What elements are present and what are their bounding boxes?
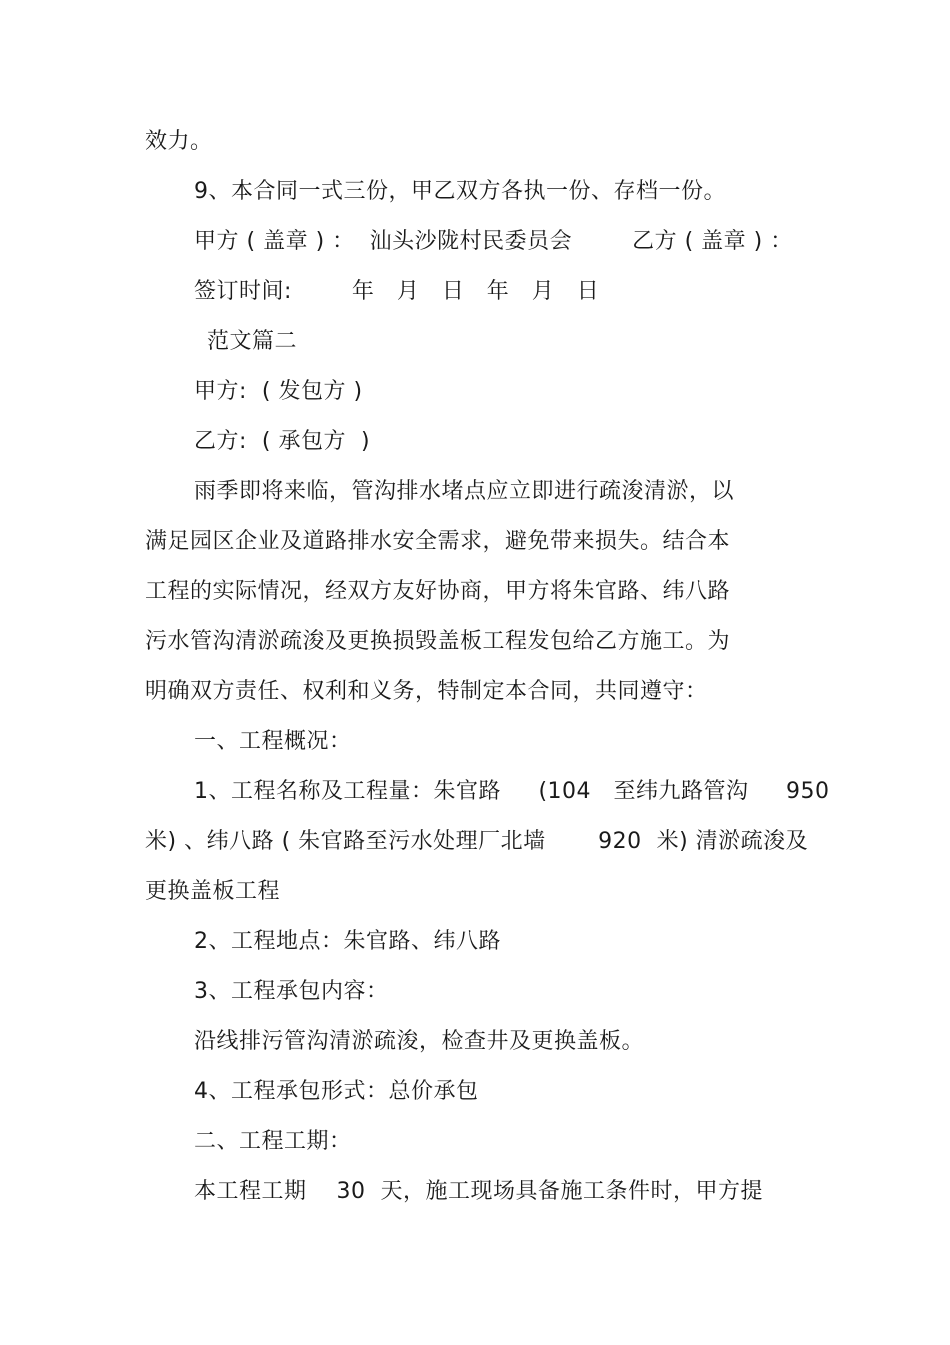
section-one-heading: 一、工程概况： [194,729,352,754]
item-3-content: 沿线排污管沟清淤疏浚，检查井及更换盖板。 [194,1029,645,1054]
item-1-line-3: 更换盖板工程 [145,879,281,904]
section-two-heading: 二、工程工期： [194,1129,352,1154]
item-2: 2、工程地点：朱官路、纬八路 [194,929,501,954]
intro-paragraph-line-1: 雨季即将来临，管沟排水堵点应立即进行疏浚清淤，以 [194,479,735,504]
party-signatures: 甲方 ( 盖章 ) ： 汕头沙陇村民委员会 乙方 ( 盖章 ) ： [194,229,793,254]
section-heading-sample-two: 范文篇二 [207,329,298,354]
clause-9: 9、本合同一式三份，甲乙双方各执一份、存档一份。 [194,179,726,204]
intro-paragraph-line-5: 明确双方责任、权利和义务，特制定本合同，共同遵守： [145,679,708,704]
party-b-line: 乙方: ( 承包方 ) [194,429,371,454]
party-a-line: 甲方: ( 发包方 ) [194,379,363,404]
intro-paragraph-line-4: 污水管沟清淤疏浚及更换损毁盖板工程发包给乙方施工。为 [145,629,731,654]
section-two-line-1: 本工程工期 30 天，施工现场具备施工条件时，甲方提 [194,1179,763,1204]
intro-paragraph-line-3: 工程的实际情况，经双方友好协商，甲方将朱官路、纬八路 [145,579,731,604]
item-1-line-1: 1、工程名称及工程量：朱官路 (104 至纬九路管沟 950 [194,779,830,804]
item-1-line-2: 米) 、纬八路 ( 朱官路至污水处理厂北墙 920 米) 清淤疏浚及 [145,829,809,854]
item-3: 3、工程承包内容： [194,979,389,1004]
item-4: 4、工程承包形式：总价承包 [194,1079,479,1104]
signing-date: 签订时间: 年 月 日 年 月 日 [194,279,600,304]
intro-paragraph-line-2: 满足园区企业及道路排水安全需求，避免带来损失。结合本 [145,529,731,554]
text-line-effect: 效力。 [145,129,213,154]
